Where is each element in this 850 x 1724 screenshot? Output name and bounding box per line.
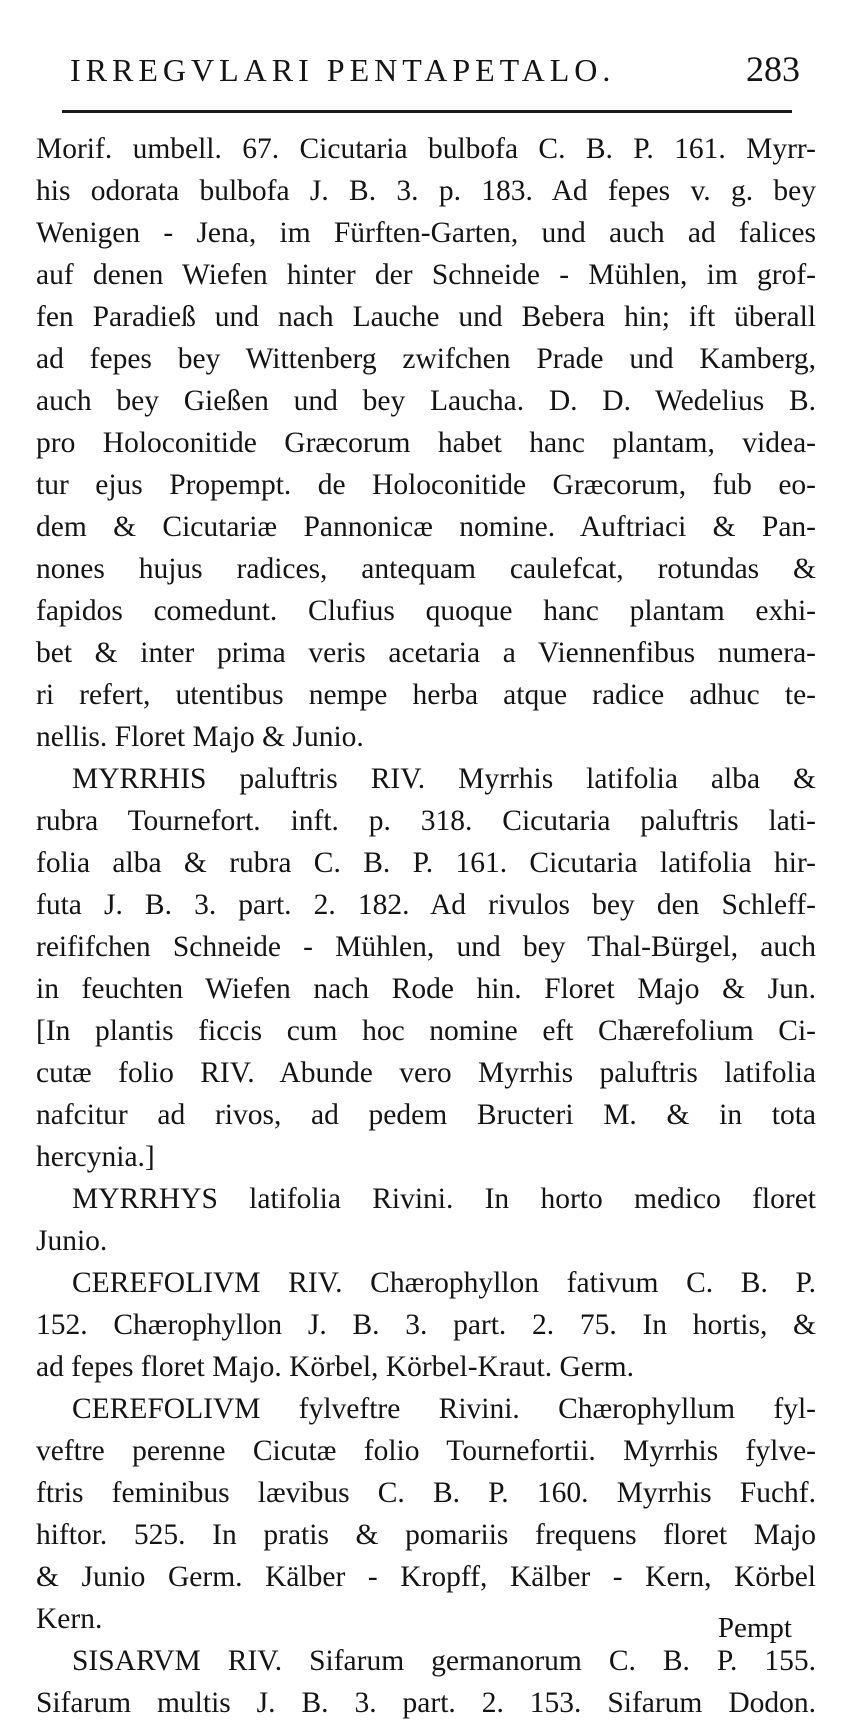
text-line: veftre perenne Cicutæ folio Tournefortii. Myrrhis fylve- (36, 1435, 816, 1467)
text-line: tur ejus Propempt. de Holoconitide Græcorum, fub eo- (36, 469, 816, 501)
text-line: & Junio Germ. Kälber - Kropff, Kälber - Kern, Körbel (36, 1561, 816, 1593)
text-line: fen Paradieß und nach Lauche und Bebera hin; ift überall (36, 301, 816, 333)
text-line: bet & inter prima veris acetaria a Viennenfibus numera- (36, 637, 816, 669)
text-line: fapidos comedunt. Clufius quoque hanc plantam exhi- (36, 595, 816, 627)
text-line: ad fepes bey Wittenberg zwifchen Prade und Kamberg, (36, 343, 816, 375)
text-line: futa J. B. 3. part. 2. 182. Ad rivulos bey den Schleff- (36, 889, 816, 921)
text-line: hiftor. 525. In pratis & pomariis frequens floret Majo (36, 1519, 816, 1551)
text-line: 152. Chærophyllon J. B. 3. part. 2. 75. In hortis, & (36, 1309, 816, 1341)
text-line: hercynia.] (36, 1141, 155, 1173)
running-title: IRREGVLARI PENTAPETALO. (70, 52, 616, 88)
entry-first-line: CEREFOLIVM fylveftre Rivini. Chærophyllum fyl- (72, 1393, 816, 1425)
catchword: Pempt (717, 1612, 792, 1644)
text-line: ri refert, utentibus nempe herba atque radice adhuc te- (36, 679, 816, 711)
text-line: cutæ folio RIV. Abunde vero Myrrhis paluftris latifolia (36, 1057, 816, 1089)
text-line: nafcitur ad rivos, ad pedem Bructeri M. & in tota (36, 1099, 816, 1131)
page-header (62, 48, 804, 104)
text-line: Kern. (36, 1603, 103, 1635)
header-rule (62, 110, 792, 113)
text-line: Wenigen - Jena, im Fürften-Garten, und auch ad falices (36, 217, 816, 249)
text-line: folia alba & rubra C. B. P. 161. Cicutaria latifolia hir- (36, 847, 816, 879)
text-line: pro Holoconitide Græcorum habet hanc plantam, videa- (36, 427, 816, 459)
entry-first-line: MYRRHIS paluftris RIV. Myrrhis latifolia alba & (72, 763, 816, 795)
text-line: ftris feminibus lævibus C. B. P. 160. Myrrhis Fuchf. (36, 1477, 816, 1509)
text-line: nones hujus radices, antequam caulefcat, rotundas & (36, 553, 816, 585)
entry-first-line: MYRRHYS latifolia Rivini. In horto medico floret (72, 1183, 816, 1215)
body-text (36, 128, 816, 1724)
text-line: dem & Cicutariæ Pannonicæ nomine. Auftriaci & Pan- (36, 511, 816, 543)
text-line: [In plantis ficcis cum hoc nomine eft Chærefolium Ci- (36, 1015, 816, 1047)
page-number: 283 (746, 49, 800, 89)
text-line: rubra Tournefort. inft. p. 318. Cicutaria paluftris lati- (36, 805, 816, 837)
text-line: auch bey Gießen und bey Laucha. D. D. Wedelius B. (36, 385, 816, 417)
text-line: Sifarum multis J. B. 3. part. 2. 153. Sifarum Dodon. (36, 1687, 816, 1719)
entry-first-line: CEREFOLIVM RIV. Chærophyllon fativum C. B. P. (72, 1267, 816, 1299)
text-line: his odorata bulbofa J. B. 3. p. 183. Ad fepes v. g. bey (36, 175, 816, 207)
text-line: ad fepes floret Majo. Körbel, Körbel-Kraut. Germ. (36, 1351, 634, 1383)
text-line: reififchen Schneide - Mühlen, und bey Thal-Bürgel, auch (36, 931, 816, 963)
text-line: auf denen Wiefen hinter der Schneide - Mühlen, im grof- (36, 259, 816, 291)
text-line: Junio. (36, 1225, 108, 1257)
text-line: in feuchten Wiefen nach Rode hin. Floret Majo & Jun. (36, 973, 816, 1005)
text-line: nellis. Floret Majo & Junio. (36, 721, 364, 753)
entry-first-line: SISARVM RIV. Sifarum germanorum C. B. P. 155. (72, 1645, 816, 1677)
text-line: Morif. umbell. 67. Cicutaria bulbofa C. B. P. 161. Myrr- (36, 133, 816, 165)
